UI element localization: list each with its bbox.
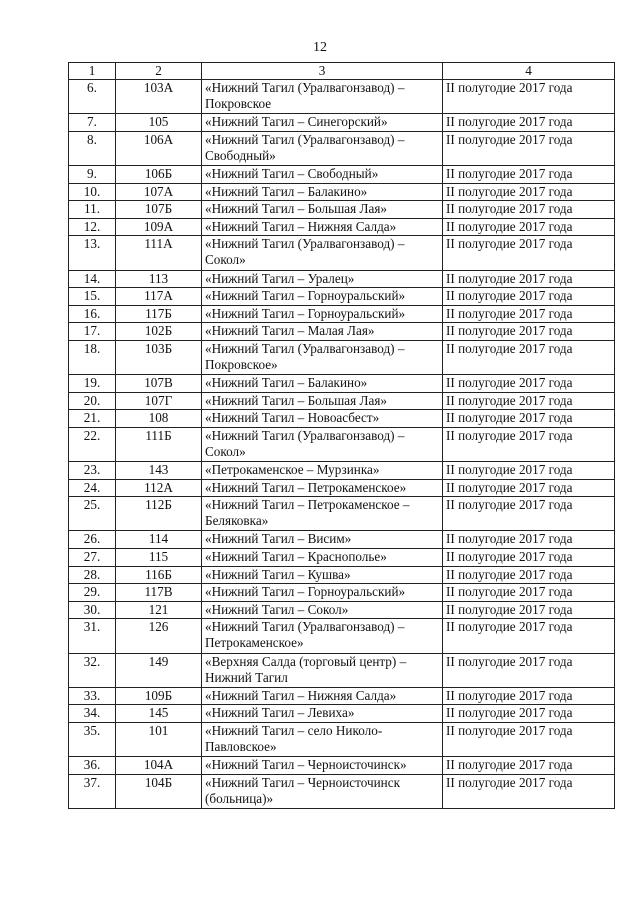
route-period: II полугодие 2017 года [443, 288, 615, 306]
route-number: 116Б [116, 566, 202, 584]
route-period: II полугодие 2017 года [443, 114, 615, 132]
row-number: 33. [69, 687, 116, 705]
route-number: 102Б [116, 323, 202, 341]
route-period: II полугодие 2017 года [443, 183, 615, 201]
route-number: 126 [116, 619, 202, 653]
route-name: «Нижний Тагил – Балакино» [202, 183, 443, 201]
row-number: 10. [69, 183, 116, 201]
route-number: 106Б [116, 165, 202, 183]
table-row [69, 601, 615, 619]
table-row [69, 619, 615, 653]
row-number: 13. [69, 236, 116, 270]
route-number: 109Б [116, 687, 202, 705]
row-number: 23. [69, 462, 116, 480]
route-number: 109А [116, 218, 202, 236]
route-name: «Нижний Тагил – Синегорский» [202, 114, 443, 132]
route-number: 105 [116, 114, 202, 132]
route-number: 143 [116, 462, 202, 480]
row-number: 34. [69, 705, 116, 723]
row-number: 7. [69, 114, 116, 132]
route-name: «Нижний Тагил (Уралвагонзавод) – Покровское [202, 80, 443, 114]
route-name: «Нижний Тагил – Горноуральский» [202, 584, 443, 602]
column-header-4: 4 [443, 63, 615, 80]
table-row [69, 340, 615, 374]
route-name: «Нижний Тагил – Уралец» [202, 270, 443, 288]
column-header-2: 2 [116, 63, 202, 80]
route-name: «Нижний Тагил – Сокол» [202, 601, 443, 619]
route-period: II полугодие 2017 года [443, 722, 615, 756]
route-period: II полугодие 2017 года [443, 305, 615, 323]
route-name: «Нижний Тагил – Кушва» [202, 566, 443, 584]
route-number: 117В [116, 584, 202, 602]
route-number: 101 [116, 722, 202, 756]
route-period: II полугодие 2017 года [443, 497, 615, 531]
column-header-1: 1 [69, 63, 116, 80]
row-number: 12. [69, 218, 116, 236]
route-name: «Нижний Тагил – Большая Лая» [202, 201, 443, 219]
row-number: 31. [69, 619, 116, 653]
route-number: 104Б [116, 774, 202, 808]
table-row [69, 722, 615, 756]
row-number: 20. [69, 392, 116, 410]
route-period: II полугодие 2017 года [443, 165, 615, 183]
row-number: 32. [69, 653, 116, 687]
route-period: II полугодие 2017 года [443, 584, 615, 602]
route-name: «Нижний Тагил (Уралвагонзавод) – Покровское» [202, 340, 443, 374]
route-number: 104А [116, 757, 202, 775]
route-period: II полугодие 2017 года [443, 757, 615, 775]
route-number: 149 [116, 653, 202, 687]
route-name: «Нижний Тагил – Висим» [202, 531, 443, 549]
column-header-3: 3 [202, 63, 443, 80]
route-name: «Нижний Тагил – Петрокаменское» [202, 479, 443, 497]
table-row [69, 270, 615, 288]
route-name: «Нижний Тагил – Новоасбест» [202, 410, 443, 428]
page-number: 12 [313, 40, 327, 55]
route-number: 103Б [116, 340, 202, 374]
route-name: «Нижний Тагил – Черноисточинск» [202, 757, 443, 775]
route-period: II полугодие 2017 года [443, 340, 615, 374]
route-number: 107В [116, 375, 202, 393]
row-number: 6. [69, 80, 116, 114]
row-number: 21. [69, 410, 116, 428]
route-number: 111А [116, 236, 202, 270]
route-number: 103А [116, 80, 202, 114]
row-number: 22. [69, 427, 116, 461]
table-row [69, 497, 615, 531]
table-row [69, 236, 615, 270]
route-period: II полугодие 2017 года [443, 653, 615, 687]
table-row [69, 757, 615, 775]
table-row [69, 549, 615, 567]
route-period: II полугодие 2017 года [443, 236, 615, 270]
route-period: II полугодие 2017 года [443, 531, 615, 549]
route-name: «Петрокаменское – Мурзинка» [202, 462, 443, 480]
route-name: «Нижний Тагил (Уралвагонзавод) – Свободный» [202, 131, 443, 165]
route-name: «Нижний Тагил – Петрокаменское – Беляковка» [202, 497, 443, 531]
row-number: 11. [69, 201, 116, 219]
table-row [69, 774, 615, 808]
row-number: 37. [69, 774, 116, 808]
table-row [69, 705, 615, 723]
route-period: II полугодие 2017 года [443, 687, 615, 705]
route-name: «Нижний Тагил – Левиха» [202, 705, 443, 723]
table-header-row [69, 63, 615, 80]
row-number: 27. [69, 549, 116, 567]
route-number: 145 [116, 705, 202, 723]
route-number: 111Б [116, 427, 202, 461]
route-period: II полугодие 2017 года [443, 705, 615, 723]
route-period: II полугодие 2017 года [443, 201, 615, 219]
table-row [69, 114, 615, 132]
table-row [69, 131, 615, 165]
table-row [69, 687, 615, 705]
row-number: 17. [69, 323, 116, 341]
table-row [69, 218, 615, 236]
row-number: 35. [69, 722, 116, 756]
route-name: «Нижний Тагил – Горноуральский» [202, 288, 443, 306]
row-number: 29. [69, 584, 116, 602]
route-period: II полугодие 2017 года [443, 619, 615, 653]
route-period: II полугодие 2017 года [443, 479, 615, 497]
route-name: «Нижний Тагил – Нижняя Салда» [202, 218, 443, 236]
row-number: 36. [69, 757, 116, 775]
table-row [69, 653, 615, 687]
route-name: «Нижний Тагил – Черноисточинск (больница)» [202, 774, 443, 808]
row-number: 16. [69, 305, 116, 323]
route-number: 107А [116, 183, 202, 201]
route-number: 112А [116, 479, 202, 497]
route-period: II полугодие 2017 года [443, 80, 615, 114]
route-number: 117А [116, 288, 202, 306]
table-row [69, 479, 615, 497]
route-number: 121 [116, 601, 202, 619]
table-row [69, 427, 615, 461]
table-row [69, 584, 615, 602]
route-number: 117Б [116, 305, 202, 323]
row-number: 30. [69, 601, 116, 619]
route-period: II полугодие 2017 года [443, 549, 615, 567]
row-number: 26. [69, 531, 116, 549]
table-row [69, 183, 615, 201]
route-period: II полугодие 2017 года [443, 131, 615, 165]
route-name: «Нижний Тагил – Балакино» [202, 375, 443, 393]
route-number: 115 [116, 549, 202, 567]
table-row [69, 165, 615, 183]
table-row [69, 80, 615, 114]
row-number: 18. [69, 340, 116, 374]
route-name: «Нижний Тагил (Уралвагонзавод) – Петрокаменское» [202, 619, 443, 653]
route-number: 114 [116, 531, 202, 549]
route-period: II полугодие 2017 года [443, 601, 615, 619]
route-period: II полугодие 2017 года [443, 427, 615, 461]
route-period: II полугодие 2017 года [443, 270, 615, 288]
route-name: «Нижний Тагил – село Николо-Павловское» [202, 722, 443, 756]
row-number: 28. [69, 566, 116, 584]
route-number: 108 [116, 410, 202, 428]
route-name: «Нижний Тагил – Краснополье» [202, 549, 443, 567]
row-number: 25. [69, 497, 116, 531]
table-row [69, 392, 615, 410]
route-name: «Нижний Тагил – Малая Лая» [202, 323, 443, 341]
routes-table [68, 62, 615, 809]
route-number: 107Г [116, 392, 202, 410]
route-name: «Нижний Тагил (Уралвагонзавод) – Сокол» [202, 236, 443, 270]
route-period: II полугодие 2017 года [443, 774, 615, 808]
row-number: 19. [69, 375, 116, 393]
table-row [69, 305, 615, 323]
route-name: «Нижний Тагил – Горноуральский» [202, 305, 443, 323]
route-name: «Верхняя Салда (торговый центр) – Нижний Тагил [202, 653, 443, 687]
row-number: 14. [69, 270, 116, 288]
route-period: II полугодие 2017 года [443, 323, 615, 341]
route-period: II полугодие 2017 года [443, 218, 615, 236]
table-row [69, 531, 615, 549]
row-number: 8. [69, 131, 116, 165]
table-row [69, 410, 615, 428]
route-period: II полугодие 2017 года [443, 566, 615, 584]
route-name: «Нижний Тагил – Большая Лая» [202, 392, 443, 410]
row-number: 24. [69, 479, 116, 497]
table-row [69, 462, 615, 480]
table-row [69, 288, 615, 306]
table-row [69, 375, 615, 393]
route-period: II полугодие 2017 года [443, 410, 615, 428]
table-row [69, 323, 615, 341]
row-number: 15. [69, 288, 116, 306]
route-number: 112Б [116, 497, 202, 531]
route-number: 107Б [116, 201, 202, 219]
row-number: 9. [69, 165, 116, 183]
table-row [69, 201, 615, 219]
route-period: II полугодие 2017 года [443, 392, 615, 410]
route-number: 106А [116, 131, 202, 165]
route-name: «Нижний Тагил (Уралвагонзавод) – Сокол» [202, 427, 443, 461]
route-period: II полугодие 2017 года [443, 462, 615, 480]
table-row [69, 566, 615, 584]
route-name: «Нижний Тагил – Свободный» [202, 165, 443, 183]
route-name: «Нижний Тагил – Нижняя Салда» [202, 687, 443, 705]
route-number: 113 [116, 270, 202, 288]
route-period: II полугодие 2017 года [443, 375, 615, 393]
